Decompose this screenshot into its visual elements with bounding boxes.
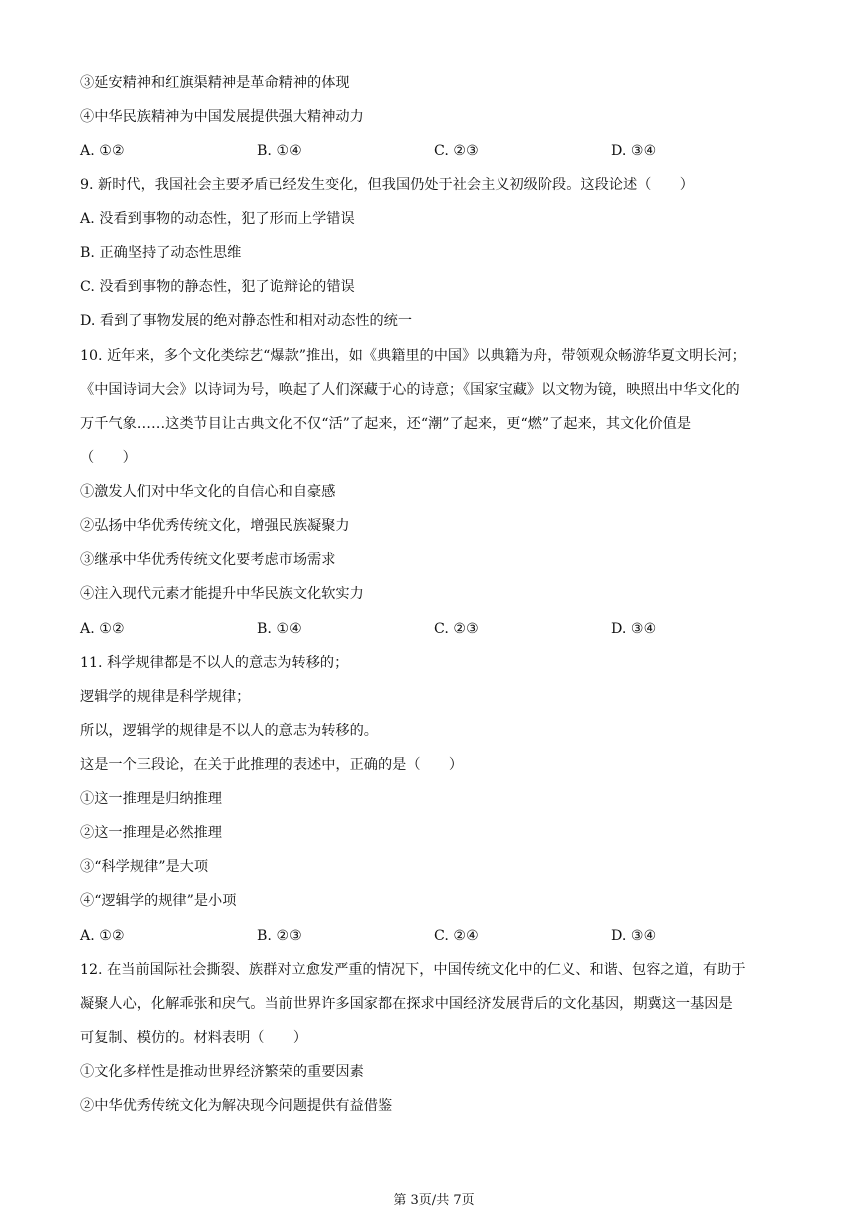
q12-stem-line-3: 可复制、模仿的。材料表明（ ）: [80, 1030, 308, 1046]
q10-option-d: D. ③④: [611, 621, 657, 637]
q12-item-2: ②中华优秀传统文化为解决现今问题提供有益借鉴: [80, 1098, 393, 1114]
q10-item-3: ③继承中华优秀传统文化要考虑市场需求: [80, 552, 336, 568]
q9-stem: 9. 新时代，我国社会主要矛盾已经发生变化，但我国仍处于社会主义初级阶段。这段论述（ ）: [80, 177, 694, 193]
q12-item-1: ①文化多样性是推动世界经济繁荣的重要因素: [80, 1064, 364, 1080]
q10-item-1: ①激发人们对中华文化的自信心和自豪感: [80, 484, 336, 500]
q8-options: [80, 141, 780, 161]
q8-option-b: B. ①④: [257, 143, 302, 159]
q11-stem-line-2: 逻辑学的规律是科学规律；: [80, 689, 251, 705]
q10-item-4: ④注入现代元素才能提升中华民族文化软实力: [80, 586, 364, 602]
q10-stem-line-4: （ ）: [80, 450, 137, 466]
q8-option-c: C. ②③: [434, 143, 479, 159]
q11-option-a: A. ①②: [80, 928, 125, 944]
q10-stem-line-2: 《中国诗词大会》以诗词为号，唤起了人们深藏于心的诗意；《国家宝藏》以文物为镜，映照出中华文化的: [80, 382, 740, 398]
q11-item-3: ③“科学规律”是大项: [80, 859, 209, 875]
q10-stem-line-3: 万千气象……这类节目让古典文化不仅“活”了起来，还“潮”了起来，更“燃”了起来，其文化价值是: [80, 416, 692, 432]
q12-stem-line-1: 12. 在当前国际社会撕裂、族群对立愈发严重的情况下，中国传统文化中的仁义、和谐、包容之道，有助于: [80, 962, 746, 978]
q11-stem-line-1: 11. 科学规律都是不以人的意志为转移的；: [80, 655, 349, 671]
q10-option-a: A. ①②: [80, 621, 125, 637]
q12-stem-line-2: 凝聚人心，化解乖张和戾气。当前世界许多国家都在探求中国经济发展背后的文化基因，期冀这一基因是: [80, 996, 733, 1012]
q9-option-d: D. 看到了事物发展的绝对静态性和相对动态性的统一: [80, 313, 413, 329]
q8-item-3: ③延安精神和红旗渠精神是革命精神的体现: [80, 75, 350, 91]
q11-item-2: ②这一推理是必然推理: [80, 825, 222, 841]
q10-stem-line-1: 10. 近年来，多个文化类综艺“爆款”推出，如《典籍里的中国》以典籍为舟，带领观众畅游华夏文明长河；: [80, 348, 746, 364]
q10-options: [80, 619, 780, 639]
q11-stem-line-4: 这是一个三段论，在关于此推理的表述中，正确的是（ ）: [80, 757, 464, 773]
q8-item-4: ④中华民族精神为中国发展提供强大精神动力: [80, 109, 364, 125]
q9-option-a: A. 没看到事物的动态性，犯了形而上学错误: [80, 211, 355, 227]
q11-stem-line-3: 所以，逻辑学的规律是不以人的意志为转移的。: [80, 723, 378, 739]
q11-option-b: B. ②③: [257, 928, 302, 944]
q8-option-a: A. ①②: [80, 143, 125, 159]
page-number: 第 3页/共 7页: [393, 1193, 475, 1208]
q11-item-4: ④“逻辑学的规律”是小项: [80, 893, 237, 909]
q9-option-b: B. 正确坚持了动态性思维: [80, 245, 242, 261]
q10-option-b: B. ①④: [257, 621, 302, 637]
q11-options: [80, 926, 780, 946]
q11-option-d: D. ③④: [611, 928, 657, 944]
q8-option-d: D. ③④: [611, 143, 657, 159]
q10-item-2: ②弘扬中华优秀传统文化，增强民族凝聚力: [80, 518, 350, 534]
q10-option-c: C. ②③: [434, 621, 479, 637]
q11-option-c: C. ②④: [434, 928, 479, 944]
q9-option-c: C. 没看到事物的静态性，犯了诡辩论的错误: [80, 279, 355, 295]
q11-item-1: ①这一推理是归纳推理: [80, 791, 222, 807]
